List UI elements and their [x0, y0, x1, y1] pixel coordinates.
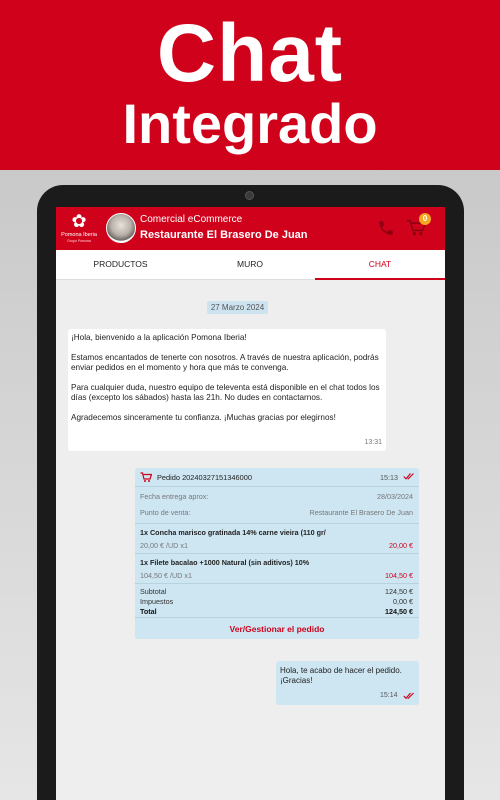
message-time: 15:14: [380, 692, 398, 699]
message-time: 13:31: [364, 439, 382, 446]
order-item-price: 104,50 €: [385, 571, 413, 580]
total-value: 124,50 €: [385, 607, 413, 616]
outgoing-message: [276, 661, 419, 705]
camera-icon: [245, 191, 254, 200]
total-label: Total: [140, 607, 157, 616]
promo-banner: [0, 0, 500, 170]
incoming-message: [68, 329, 386, 451]
message-paragraph: ¡Hola, bienvenido a la aplicación Pomona Iberia!: [71, 333, 247, 342]
date-separator: 27 Marzo 2024: [207, 301, 268, 314]
order-item-name: 1x Concha marisco gratinada 14% carne vieira (110 gr/: [140, 528, 326, 537]
message-paragraph: Para cualquier duda, nuestro equipo de televenta está disponible en el chat todos los días (excepto los sábados) hasta las 21h. No dudes en contactarnos.: [71, 383, 380, 402]
order-card: [135, 468, 419, 639]
tablet-frame: [37, 185, 464, 800]
subtotal-label: Subtotal: [140, 587, 167, 596]
message-paragraph: Estamos encantados de tenerte con nosotros. A través de nuestra aplicación, podrás enviar pedidos en el momento y hora que más te convenga.: [71, 353, 379, 372]
order-item-name: 1x Filete bacalao +1000 Natural (sin aditivos) 10%: [140, 558, 310, 567]
delivery-value: 28/03/2024: [377, 492, 413, 501]
taxes-label: Impuestos: [140, 597, 174, 606]
order-id: Pedido 20240327151346000: [157, 473, 252, 482]
app-screen: [56, 207, 445, 800]
taxes-value: 0,00 €: [393, 597, 413, 606]
double-check-icon: [403, 692, 415, 700]
phone-icon[interactable]: [377, 219, 395, 237]
logo-icon: ✿ Pomona Iberia Grupo Pomona: [61, 211, 97, 243]
cart-icon: [140, 472, 152, 483]
order-header: [135, 468, 419, 487]
message-text: Hola, te acabo de hacer el pedido. ¡Gracias!: [280, 666, 402, 685]
order-item-qty: 20,00 € /UD x1: [140, 541, 188, 550]
message-paragraph: Agradecemos sinceramente tu confianza. ¡Muchas gracias por elegirnos!: [71, 413, 336, 422]
store-label: Punto de venta:: [140, 508, 191, 517]
cart-count-badge: 0: [419, 213, 431, 225]
banner-subtitle: Integrado: [122, 92, 378, 155]
order-item-qty: 104,50 € /UD x1: [140, 571, 192, 580]
order-time: 15:13: [380, 473, 398, 482]
manage-order-button[interactable]: Ver/Gestionar el pedido: [135, 617, 419, 639]
store-value: Restaurante El Brasero De Juan: [309, 508, 413, 517]
avatar[interactable]: [106, 213, 136, 243]
tab-chat[interactable]: CHAT: [315, 250, 445, 280]
app-header: [56, 207, 445, 250]
banner-title: Chat: [156, 8, 344, 99]
double-check-icon: [403, 472, 415, 481]
subtotal-value: 124,50 €: [385, 587, 413, 596]
order-item-price: 20,00 €: [389, 541, 413, 550]
tab-productos[interactable]: PRODUCTOS: [93, 259, 148, 269]
delivery-label: Fecha entrega aprox:: [140, 492, 209, 501]
chat-area[interactable]: [56, 280, 445, 800]
divider: [135, 523, 419, 524]
divider: [135, 553, 419, 554]
tab-bar: [56, 250, 445, 280]
tab-muro[interactable]: MURO: [237, 259, 263, 269]
divider: [135, 583, 419, 584]
header-subtitle: Comercial eCommerce: [140, 214, 243, 225]
header-title: Restaurante El Brasero De Juan: [140, 229, 308, 241]
